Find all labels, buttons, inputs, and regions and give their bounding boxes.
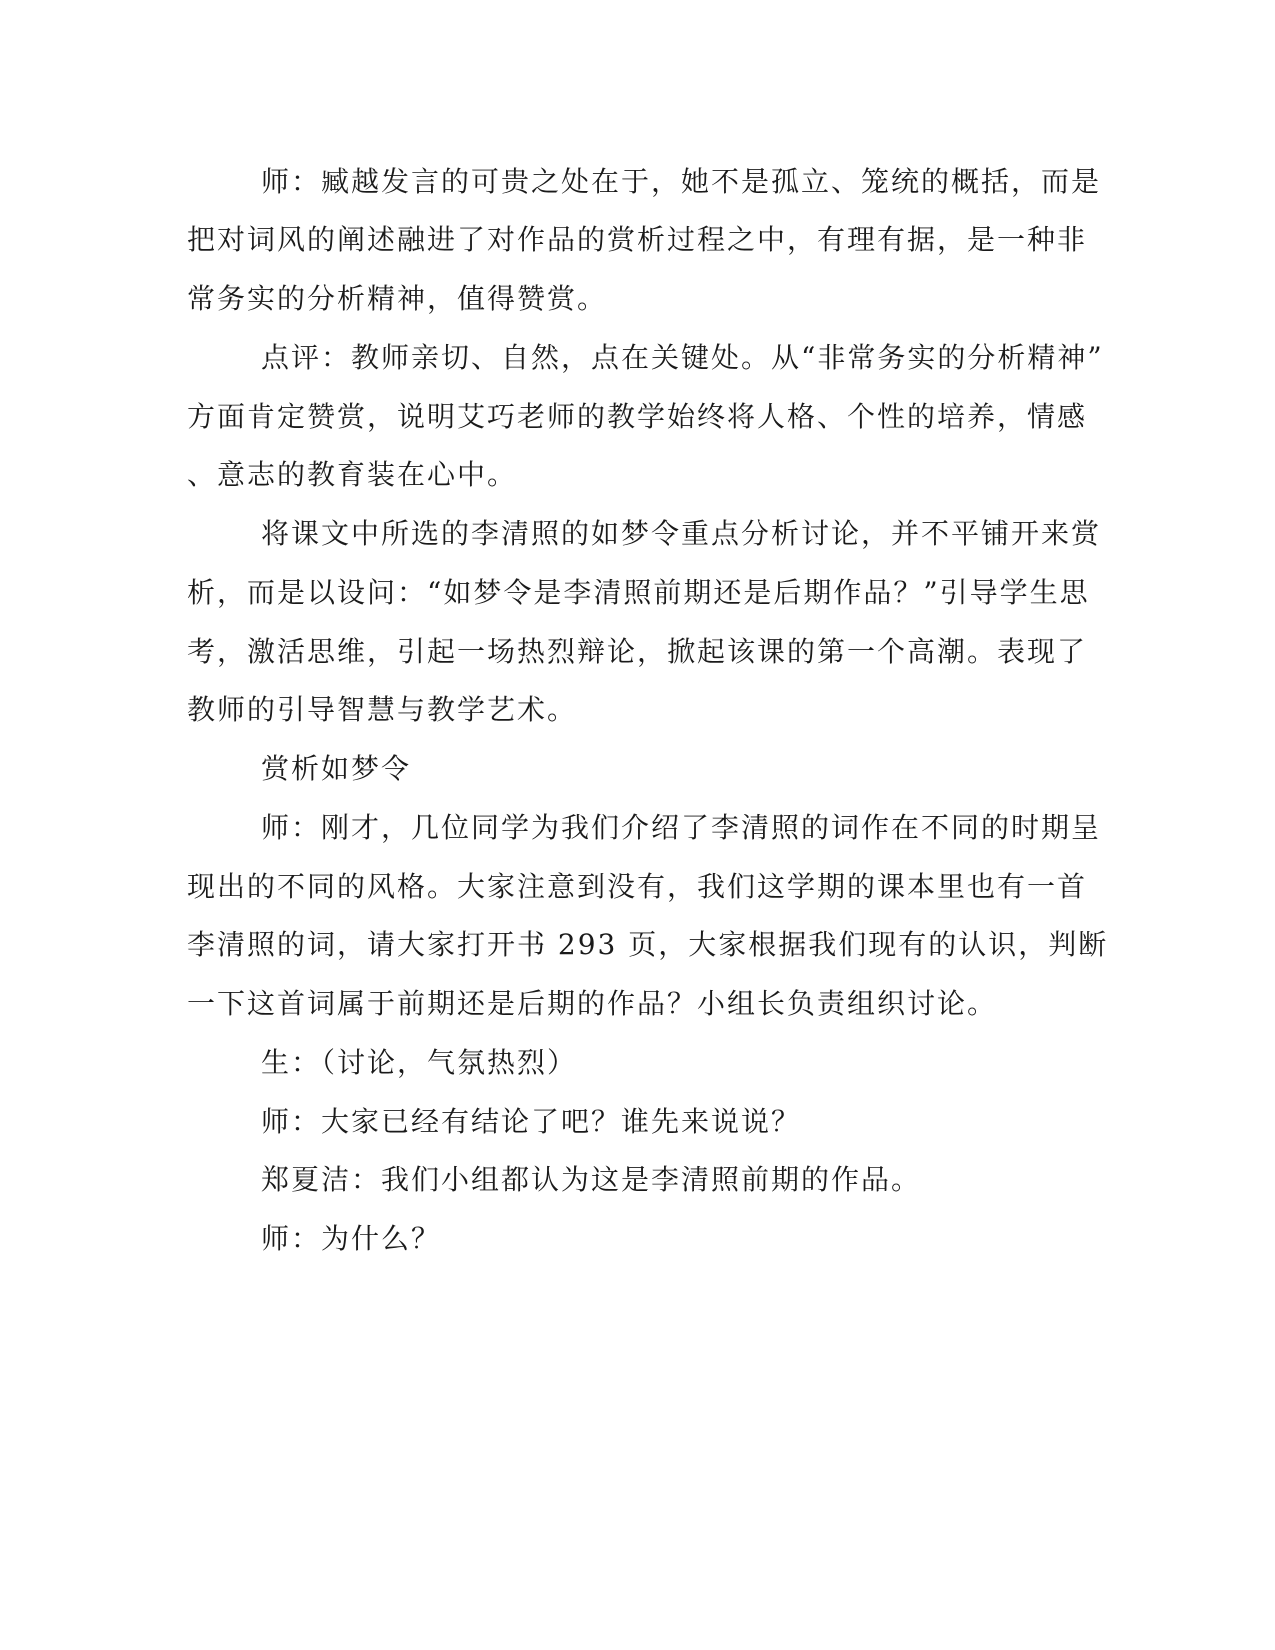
paragraph-8-line-1: 郑夏洁：我们小组都认为这是李清照前期的作品。: [261, 1163, 922, 1196]
paragraph-6-line-1: 生：（讨论，气氛热烈）: [261, 1046, 578, 1079]
paragraph-1-line-2: 把对词风的阐述融进了对作品的赏析过程之中，有理有据，是一种非: [187, 223, 1088, 256]
paragraph-2-line-3: 、意志的教育装在心中。: [187, 458, 518, 491]
paragraph-2-line-1: 点评：教师亲切、自然，点在关键处。从“非常务实的分析精神”: [261, 341, 1104, 374]
paragraph-3-line-2: 析，而是以设问：“如梦令是李清照前期还是后期作品？”引导学生思: [187, 576, 1090, 609]
paragraph-1-line-3: 常务实的分析精神，值得赞赏。: [187, 282, 608, 315]
paragraph-2-line-2: 方面肯定赞赏，说明艾巧老师的教学始终将人格、个性的培养，情感: [187, 400, 1088, 433]
paragraph-5-line-3: 李清照的词，请大家打开书 293 页，大家根据我们现有的认识，判断: [187, 928, 1109, 961]
paragraph-3-line-1: 将课文中所选的李清照的如梦令重点分析讨论，并不平铺开来赏: [261, 517, 1102, 550]
paragraph-9-line-1: 师：为什么？: [261, 1222, 442, 1255]
paragraph-5-line-2: 现出的不同的风格。大家注意到没有，我们这学期的课本里也有一首: [187, 870, 1088, 903]
paragraph-3-line-4: 教师的引导智慧与教学艺术。: [187, 693, 578, 726]
section-heading: 赏析如梦令: [261, 752, 412, 785]
paragraph-7-line-1: 师：大家已经有结论了吧？谁先来说说？: [261, 1105, 802, 1138]
paragraph-5-line-4: 一下这首词属于前期还是后期的作品？小组长负责组织讨论。: [187, 987, 998, 1020]
paragraph-3-line-3: 考，激活思维，引起一场热烈辩论，掀起该课的第一个高潮。表现了: [187, 635, 1088, 668]
paragraph-5-line-1: 师：刚才，几位同学为我们介绍了李清照的词作在不同的时期呈: [261, 811, 1102, 844]
paragraph-1-line-1: 师：臧越发言的可贵之处在于，她不是孤立、笼统的概括，而是: [261, 165, 1102, 198]
